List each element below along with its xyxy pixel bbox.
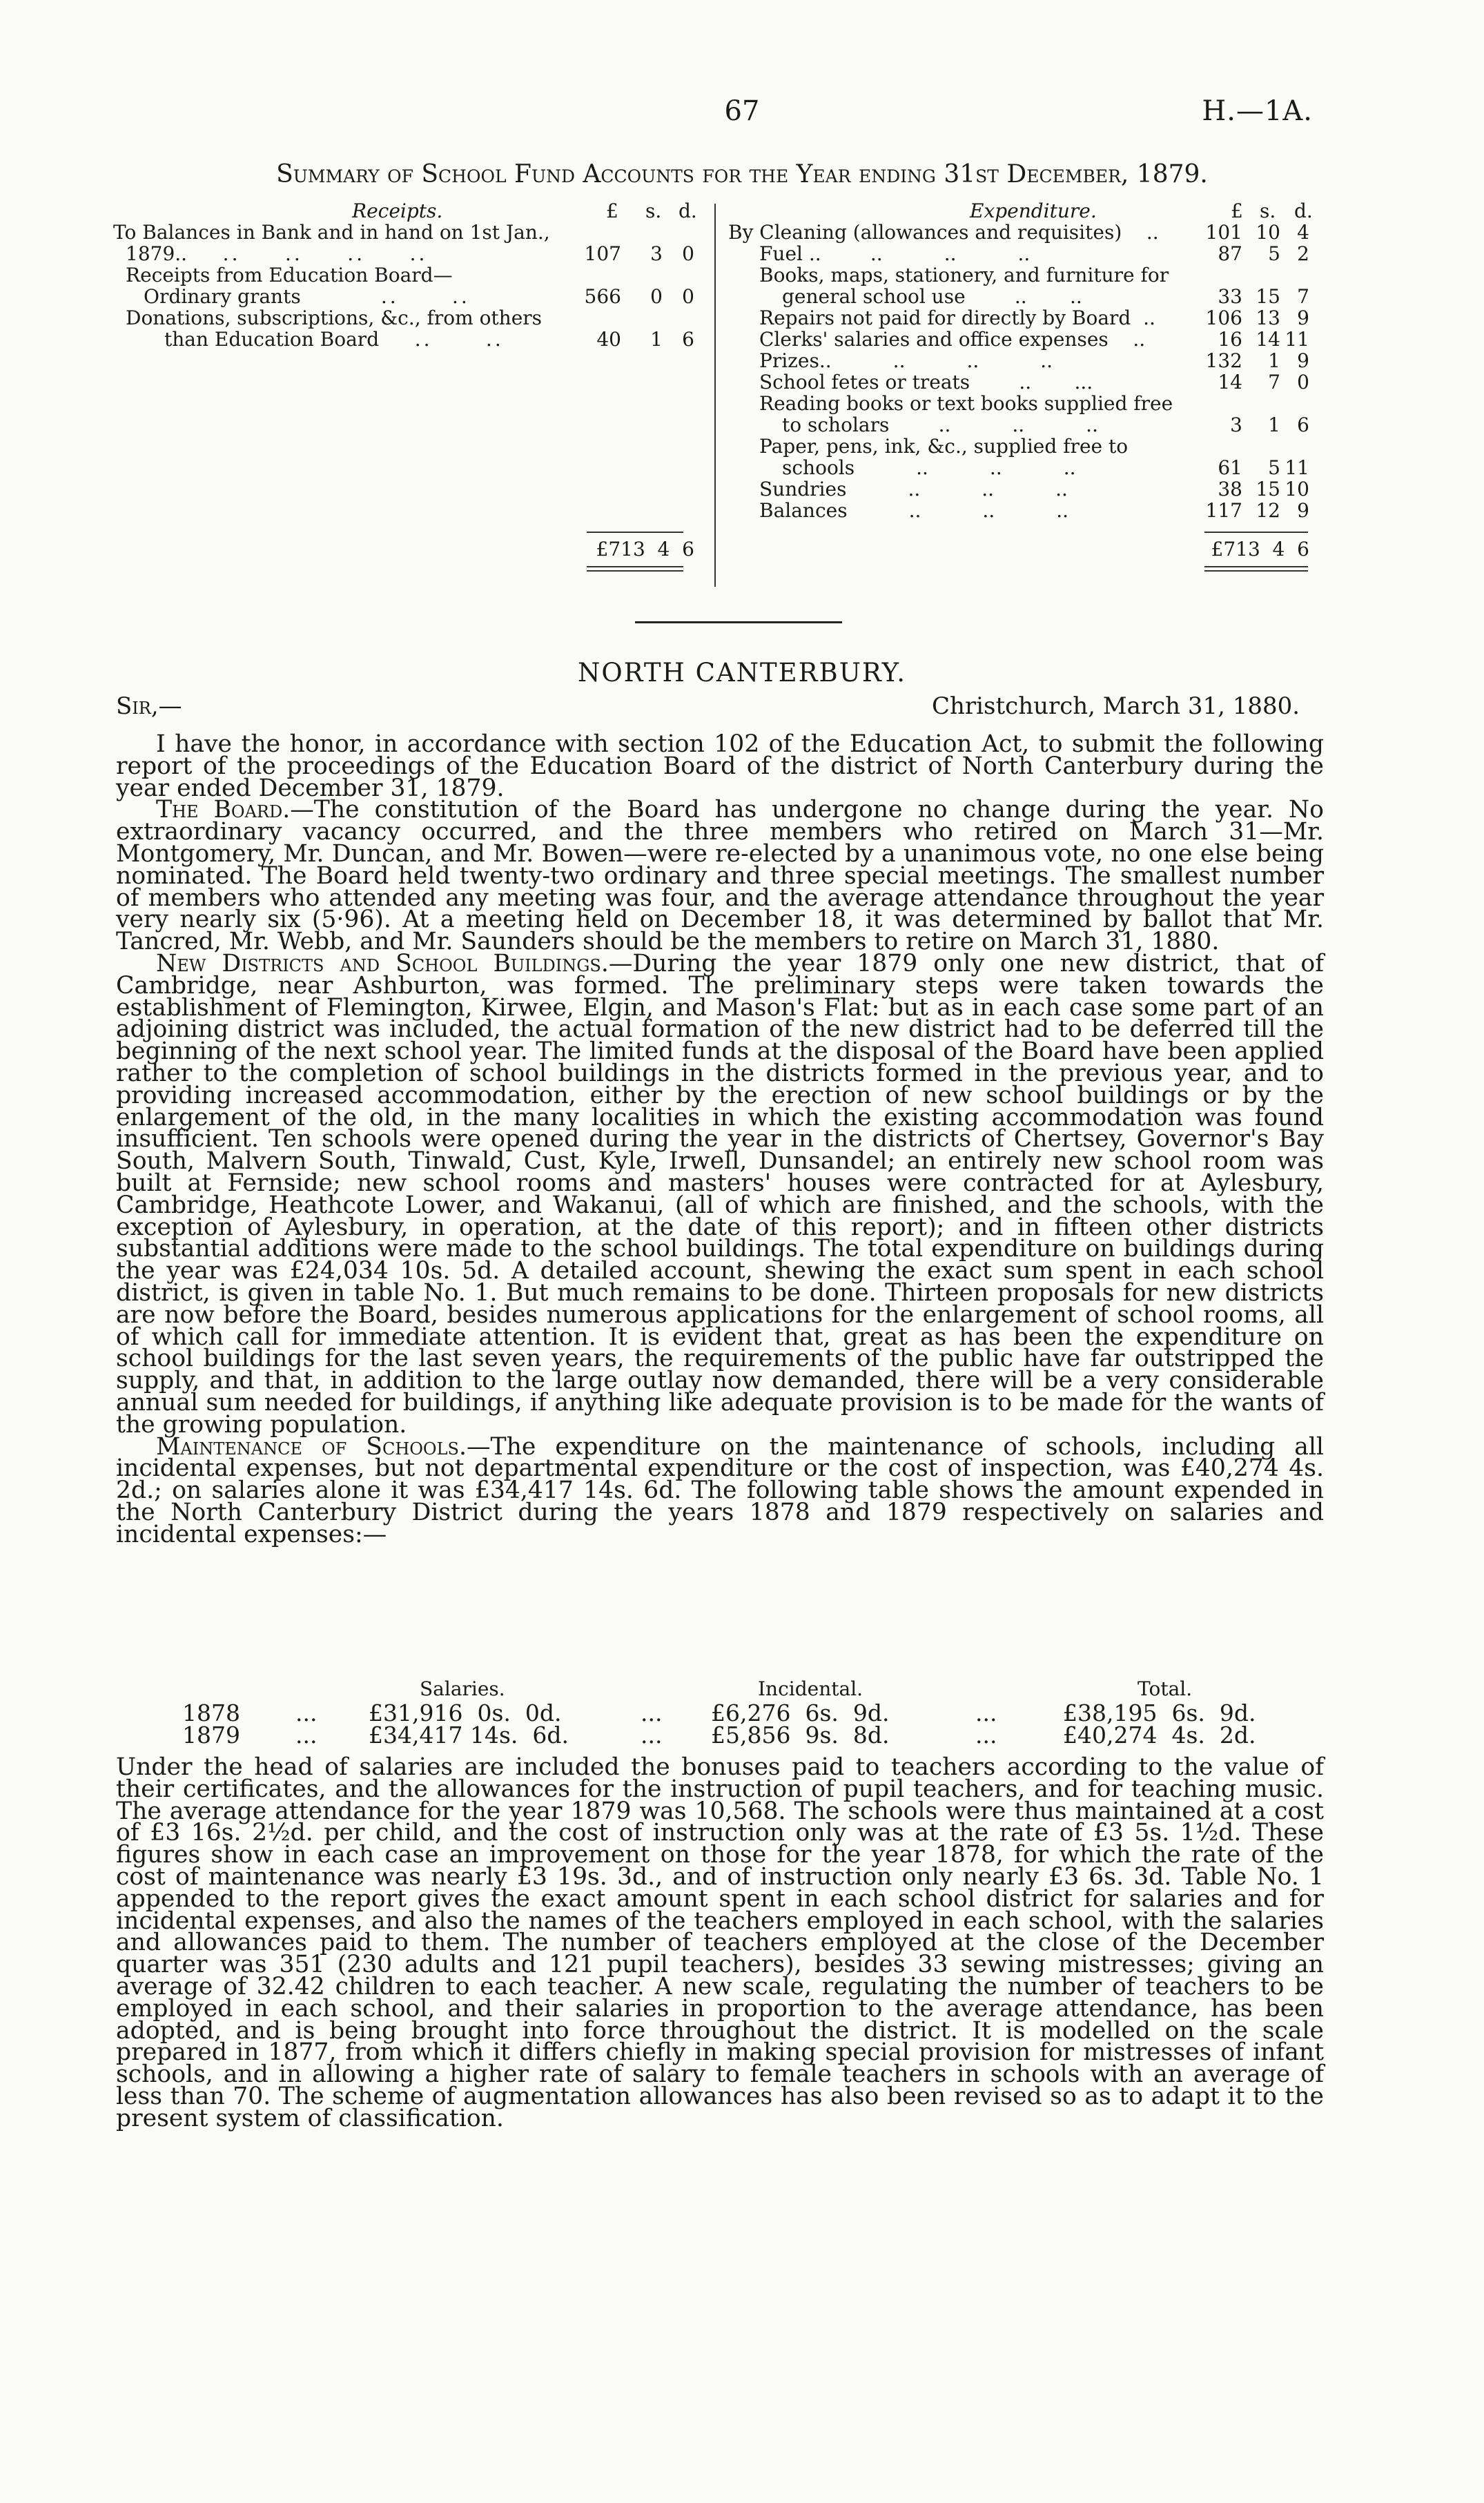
districts-heading: New Districts and School Buildings.	[156, 949, 609, 977]
table-row-incidental: £5,856 9s. 8d.	[711, 1722, 890, 1749]
expenditure-amount-pounds: 38	[1218, 478, 1242, 500]
receipts-double-rule	[587, 566, 683, 567]
accounts-divider	[714, 204, 716, 587]
expenditure-amount-pounds: 14	[1218, 371, 1242, 393]
expenditure-amount-pence: 4	[1297, 221, 1309, 244]
section-heading: NORTH CANTERBURY.	[577, 658, 907, 688]
salutation: Sir,—	[116, 692, 182, 720]
expenditure-amount-shillings: 5	[1268, 456, 1280, 479]
expenditure-line: By Cleaning (allowances and requisites) ..	[728, 221, 1159, 244]
expenditure-amount-pence: 10	[1285, 478, 1309, 500]
expenditure-amount-shillings: 10	[1256, 221, 1280, 244]
expenditure-line: Reading books or text books supplied free	[759, 392, 1173, 415]
expenditure-amount-shillings: 1	[1268, 349, 1280, 372]
expenditure-amount-shillings: 13	[1256, 306, 1280, 329]
section-divider	[635, 621, 842, 623]
districts-paragraph: New Districts and School Buildings.—During the year 1879 only one new district, that of Cambridge, near Ashburton, was formed. The preliminary steps were taken towards the establishment of Flemington, Kirwee, Elgin, and Mason's Flat: but as in each case some part of an adjoining district was included, the actual formation of the new district had to be deferred till the beginning of the next school year. The limited funds at the disposal of the Board have been applied rather to the completion of school buildings in the districts formed in the previous year, and to providing increased accommodation, either by the erection of new school buildings or by the enlargement of the old, in the many localities in which the existing accommodation was found insufficient. Ten schools were opened during the year in the districts of Chertsey, Governor's Bay South, Malvern South, Tinwald, Cust, Kyle, Irwell, Dunsandel; an entirely new school room was built at Fernside; new school rooms and masters' houses were contracted for at Aylesbury, Cambridge, Heathcote Lower, and Wakanui, (all of which are finished, and the schools, with the exception of Aylesbury, in operation, at the date of this report); and in fifteen other districts substantial additions were made to the school buildings. The total expenditure on buildings during the year was £24,034 10s. 5d. A detailed account, shewing the exact sum spent in each school district, is given in table No. 1. But much remains to be done. Thirteen proposals for new districts are now before the Board, besides numerous applications for the enlargement of school rooms, all of which call for immediate attention. It is evident that, great as has been the expenditure on school buildings for the last seven years, the requirements of the public have far outstripped the supply, and that, in addition to the large outlay now demanded, there will be a very considerable annual sum needed for buildings, if anything like adequate provision is to be made for the wants of the growing population.	[116, 949, 1324, 1439]
expenditure-section	[728, 200, 1322, 587]
expenditure-amount-shillings: 15	[1256, 478, 1280, 500]
receipts-pence-header: d.	[678, 199, 697, 222]
expenditure-shilling-header: s.	[1260, 199, 1276, 222]
table-row-year: 1879	[182, 1722, 240, 1749]
col-header-total: Total.	[1138, 1677, 1193, 1700]
table-row-salaries: £31,916 0s. 0d.	[369, 1699, 562, 1726]
expenditure-amount-shillings: 12	[1256, 499, 1280, 522]
expenditure-amount-shillings: 7	[1268, 371, 1280, 393]
table-row-total: £38,195 6s. 9d.	[1063, 1699, 1256, 1726]
expenditure-line: Balances .. .. ..	[759, 499, 1068, 522]
expenditure-line: School fetes or treats .. ...	[759, 371, 1093, 393]
expenditure-pence-header: d.	[1294, 199, 1313, 222]
expenditure-amount-pence: 11	[1285, 328, 1309, 351]
expenditure-amount-pounds: 33	[1218, 285, 1242, 308]
expenditure-amount-pounds: 87	[1218, 242, 1242, 265]
expenditure-double-rule	[1204, 566, 1308, 567]
expenditure-total: £713 4 6	[1211, 538, 1309, 561]
receipts-line: Ordinary grants .. ..	[144, 285, 470, 308]
summary-title: Summary of School Fund Accounts for the Year ending 31st December, 1879.	[276, 160, 1208, 188]
expenditure-amount-pounds: 16	[1218, 328, 1242, 351]
expenditure-line: Books, maps, stationery, and furniture for	[759, 264, 1169, 286]
expenditure-line: to scholars .. .. ..	[782, 413, 1098, 436]
expenditure-amount-shillings: 15	[1256, 285, 1280, 308]
receipts-double-rule	[587, 570, 683, 572]
expenditure-amount-shillings: 5	[1268, 242, 1280, 265]
receipts-line: Receipts from Education Board—	[126, 264, 453, 286]
expenditure-amount-shillings: 1	[1268, 413, 1280, 436]
receipts-amount-pounds: 107	[584, 242, 621, 265]
receipts-amount-pounds: 566	[584, 285, 621, 308]
expenditure-amount-shillings: 14	[1256, 328, 1280, 351]
table-leader: ...	[975, 1699, 997, 1726]
receipts-amount-pence: 0	[682, 285, 694, 308]
receipts-line: To Balances in Bank and in hand on 1st Jan.,	[113, 221, 550, 244]
table-leader: ...	[975, 1722, 997, 1749]
maintenance-paragraph: Maintenance of Schools.—The expenditure on the maintenance of schools, including all incidental expenses, but not departmental expenditure or the cost of inspection, was £40,274 4s. 2d.; on salaries alone it was £34,417 14s. 6d. The following table shows the amount expended in the North Canterbury District during the years 1878 and 1879 respectively on salaries and incidental expenses:—	[116, 1432, 1324, 1548]
expense-table	[116, 1677, 1324, 1749]
expenditure-line: Prizes.. .. .. ..	[759, 349, 1053, 372]
expenditure-amount-pounds: 61	[1218, 456, 1242, 479]
expenditure-amount-pence: 11	[1285, 456, 1309, 479]
expenditure-amount-pence: 9	[1297, 499, 1309, 522]
table-row-salaries: £34,417 14s. 6d.	[369, 1722, 569, 1749]
table-row-total: £40,274 4s. 2d.	[1063, 1722, 1256, 1749]
expenditure-line: Paper, pens, ink, &c., supplied free to	[759, 435, 1129, 458]
receipts-shilling-header: s.	[645, 199, 662, 222]
report-body-continued	[116, 1753, 1324, 2132]
expenditure-amount-pounds: 117	[1205, 499, 1242, 522]
expenditure-amount-pence: 9	[1297, 349, 1309, 372]
document-reference: H.—1A.	[1202, 95, 1313, 127]
expenditure-heading: Expenditure.	[970, 199, 1097, 222]
col-header-salaries: Salaries.	[420, 1677, 505, 1700]
expenditure-line: Repairs not paid for directly by Board ..	[759, 306, 1155, 329]
table-row-incidental: £6,276 6s. 9d.	[711, 1699, 890, 1726]
receipts-amount-shillings: 3	[650, 242, 663, 265]
receipts-total-rule	[587, 532, 683, 533]
receipts-total: £713 4 6	[596, 538, 694, 561]
expenditure-amount-pounds: 132	[1205, 349, 1242, 372]
receipts-section	[104, 200, 711, 587]
expenditure-amount-pence: 7	[1297, 285, 1309, 308]
place-date: Christchurch, March 31, 1880.	[932, 692, 1300, 720]
expenditure-amount-pounds: 101	[1205, 221, 1242, 244]
expenditure-line: Clerks' salaries and office expenses ..	[759, 328, 1146, 351]
receipts-amount-shillings: 0	[650, 285, 663, 308]
expenditure-line: general school use .. ..	[782, 285, 1082, 308]
expenditure-amount-pounds: 106	[1205, 306, 1242, 329]
intro-paragraph: I have the honor, in accordance with section 102 of the Education Act, to submit the following report of the proceedings of the Education Board of the district of North Canterbury during the year ended December 31, 1879.	[116, 730, 1324, 802]
closing-paragraph: Under the head of salaries are included the bonuses paid to teachers according to the value of their certificates, and the allowances for the instruction of pupil teachers, and for teaching music. The average attendance for the year 1879 was 10,568. The schools were thus maintained at a cost of £3 16s. 2½d. per child, and the cost of instruction only was at the rate of £3 5s. 1½d. These figures show in each case an improvement on those for the year 1878, for which the rate of the cost of maintenance was nearly £3 19s. 3d., and of instruction only nearly £3 6s. 3d. Table No. 1 appended to the report gives the exact amount spent in each school district for salaries and for incidental expenses, and also the names of the teachers employed in each school, with the salaries and allowances paid to them. The number of teachers employed at the close of the December quarter was 351 (230 adults and 121 pupil teachers), besides 33 sewing mistresses; giving an average of 32.42 children to each teacher. A new scale, regulating the number of teachers to be employed in each school, and their salaries in proportion to the average attendance, has been adopted, and is being brought into force throughout the district. It is modelled on the scale prepared in 1877, from which it differs chiefly in making special provision for mistresses of infant schools, and in allowing a higher rate of salary to female teachers in schools with an average of less than 70. The scheme of augmentation allowances has also been revised so as to adapt it to the present system of classification.	[116, 1753, 1324, 2132]
table-leader: ...	[295, 1722, 318, 1749]
board-paragraph: The Board.—The constitution of the Board has undergone no change during the year. No extraordinary vacancy occurred, and the three members who retired on March 31—Mr. Montgomery, Mr. Duncan, and Mr. Bowen—were re-elected by a unanimous vote, no one else being nominated. The Board held twenty-two ordinary and three special meetings. The smallest number of members who attended any meeting was four, and the average attendance throughout the year very nearly six (5·96). At a meeting held on December 18, it was determined by ballot that Mr. Tancred, Mr. Webb, and Mr. Saunders should be the members to retire on March 31, 1880.	[116, 796, 1324, 956]
receipts-pound-header: £	[606, 199, 618, 222]
expenditure-total-rule	[1204, 532, 1308, 533]
expenditure-amount-pence: 2	[1297, 242, 1309, 265]
receipts-heading: Receipts.	[352, 199, 443, 222]
table-leader: ...	[641, 1722, 663, 1749]
expenditure-amount-pence: 6	[1297, 413, 1309, 436]
col-header-incidental: Incidental.	[758, 1677, 863, 1700]
receipts-line: 1879.. .. .. .. ..	[126, 242, 428, 265]
receipts-amount-pence: 6	[682, 328, 694, 351]
expenditure-amount-pence: 0	[1297, 371, 1309, 393]
expenditure-line: Sundries .. .. ..	[759, 478, 1068, 500]
expenditure-double-rule	[1204, 570, 1308, 572]
table-leader: ...	[641, 1699, 663, 1726]
expenditure-amount-pence: 9	[1297, 306, 1309, 329]
expenditure-pound-header: £	[1231, 199, 1243, 222]
expenditure-amount-pounds: 3	[1230, 413, 1242, 436]
receipts-amount-pence: 0	[682, 242, 694, 265]
expenditure-line: Fuel .. .. .. ..	[759, 242, 1031, 265]
receipts-amount-shillings: 1	[650, 328, 663, 351]
table-leader: ...	[295, 1699, 318, 1726]
maintenance-heading: Maintenance of Schools.	[156, 1432, 467, 1461]
expenditure-line: schools .. .. ..	[782, 456, 1076, 479]
page-number: 67	[724, 95, 760, 127]
table-row-year: 1878	[182, 1699, 240, 1726]
receipts-line: Donations, subscriptions, &c., from others	[126, 306, 543, 329]
receipts-line: than Education Board .. ..	[164, 328, 504, 351]
receipts-amount-pounds: 40	[596, 328, 621, 351]
report-body	[116, 730, 1324, 1548]
board-heading: The Board.	[156, 796, 291, 824]
